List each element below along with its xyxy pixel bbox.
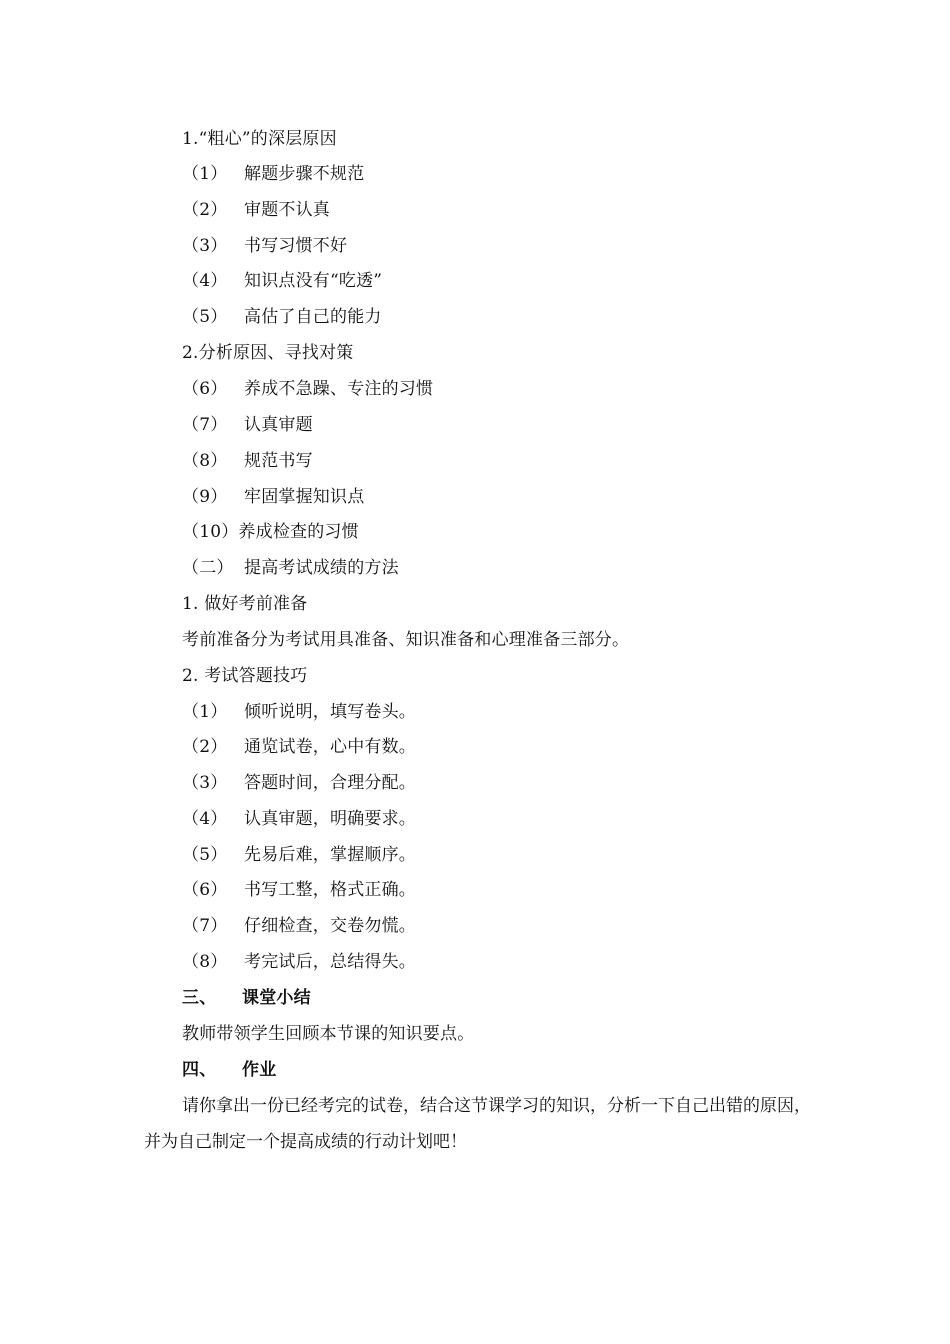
item-number: （1） <box>182 164 228 184</box>
item-number: （6） <box>182 880 228 900</box>
item-number: （8） <box>182 451 228 471</box>
skills-title: 2. 考试答题技巧 <box>182 666 308 686</box>
list-item <box>182 878 416 902</box>
prep-title: 1. 做好考前准备 <box>182 594 308 614</box>
section2-title: 2.分析原因、寻找对策 <box>182 343 354 363</box>
list-item <box>182 162 364 186</box>
part2-number: （二） <box>182 558 234 578</box>
item-text: 规范书写 <box>244 451 313 471</box>
summary-title: 课堂小结 <box>242 988 311 1008</box>
item-text: 考完试后，总结得失。 <box>244 952 416 972</box>
summary-heading <box>182 986 311 1010</box>
homework-heading <box>182 1058 276 1082</box>
item-text: 通览试卷，心中有数。 <box>244 737 416 757</box>
item-number: （1） <box>182 702 228 722</box>
list-item: （10）养成检查的习惯 <box>182 522 359 542</box>
list-item <box>182 305 382 329</box>
item-number: （7） <box>182 415 228 435</box>
prep-text: 考前准备分为考试用具准备、知识准备和心理准备三部分。 <box>182 630 630 650</box>
item-number: （4） <box>182 809 228 829</box>
item-number: （2） <box>182 200 228 220</box>
item-number: （4） <box>182 271 228 291</box>
item-text: 解题步骤不规范 <box>244 164 365 184</box>
item-text: 牢固掌握知识点 <box>244 487 365 507</box>
item-text: 先易后难，掌握顺序。 <box>244 845 416 865</box>
item-text: 倾听说明，填写卷头。 <box>244 702 416 722</box>
list-item <box>182 485 364 509</box>
homework-title: 作业 <box>242 1060 277 1080</box>
item-number: （2） <box>182 737 228 757</box>
list-item <box>182 914 416 938</box>
list-item <box>182 269 382 293</box>
item-text: 审题不认真 <box>244 200 330 220</box>
list-item <box>182 735 416 759</box>
section1-title: 1.“粗心”的深层原因 <box>182 129 337 149</box>
summary-number: 三、 <box>182 988 217 1008</box>
item-number: （5） <box>182 307 228 327</box>
item-text: 仔细检查，交卷勿慌。 <box>244 916 416 936</box>
item-text: 书写工整，格式正确。 <box>244 880 416 900</box>
homework-number: 四、 <box>182 1060 217 1080</box>
list-item <box>182 950 416 974</box>
item-text: 答题时间，合理分配。 <box>244 773 416 793</box>
list-item <box>182 449 313 473</box>
item-number: （8） <box>182 952 228 972</box>
item-text: 认真审题 <box>244 415 313 435</box>
summary-text: 教师带领学生回顾本节课的知识要点。 <box>182 1024 475 1044</box>
item-number: （9） <box>182 487 228 507</box>
item-number: （3） <box>182 773 228 793</box>
item-text: 高估了自己的能力 <box>244 307 382 327</box>
item-text: 书写习惯不好 <box>244 236 348 256</box>
list-item <box>182 700 416 724</box>
list-item <box>182 807 416 831</box>
list-item <box>182 771 416 795</box>
item-text: 认真审题，明确要求。 <box>244 809 416 829</box>
list-item <box>182 377 433 401</box>
homework-text: 请你拿出一份已经考完的试卷，结合这节课学习的知识，分析一下自己出错的原因，并为自己制定一个提高成绩的行动计划吧！ <box>144 1096 811 1152</box>
list-item <box>182 843 416 867</box>
item-text: 知识点没有“吃透” <box>244 271 383 291</box>
item-number: （6） <box>182 379 228 399</box>
item-number: （3） <box>182 236 228 256</box>
list-item <box>182 198 330 222</box>
item-number: （5） <box>182 845 228 865</box>
list-item <box>182 413 313 437</box>
item-text: 养成不急躁、专注的习惯 <box>244 379 434 399</box>
list-item <box>182 234 347 258</box>
item-number: （7） <box>182 916 228 936</box>
part2-title: 提高考试成绩的方法 <box>244 558 399 578</box>
part2-heading <box>182 556 399 580</box>
